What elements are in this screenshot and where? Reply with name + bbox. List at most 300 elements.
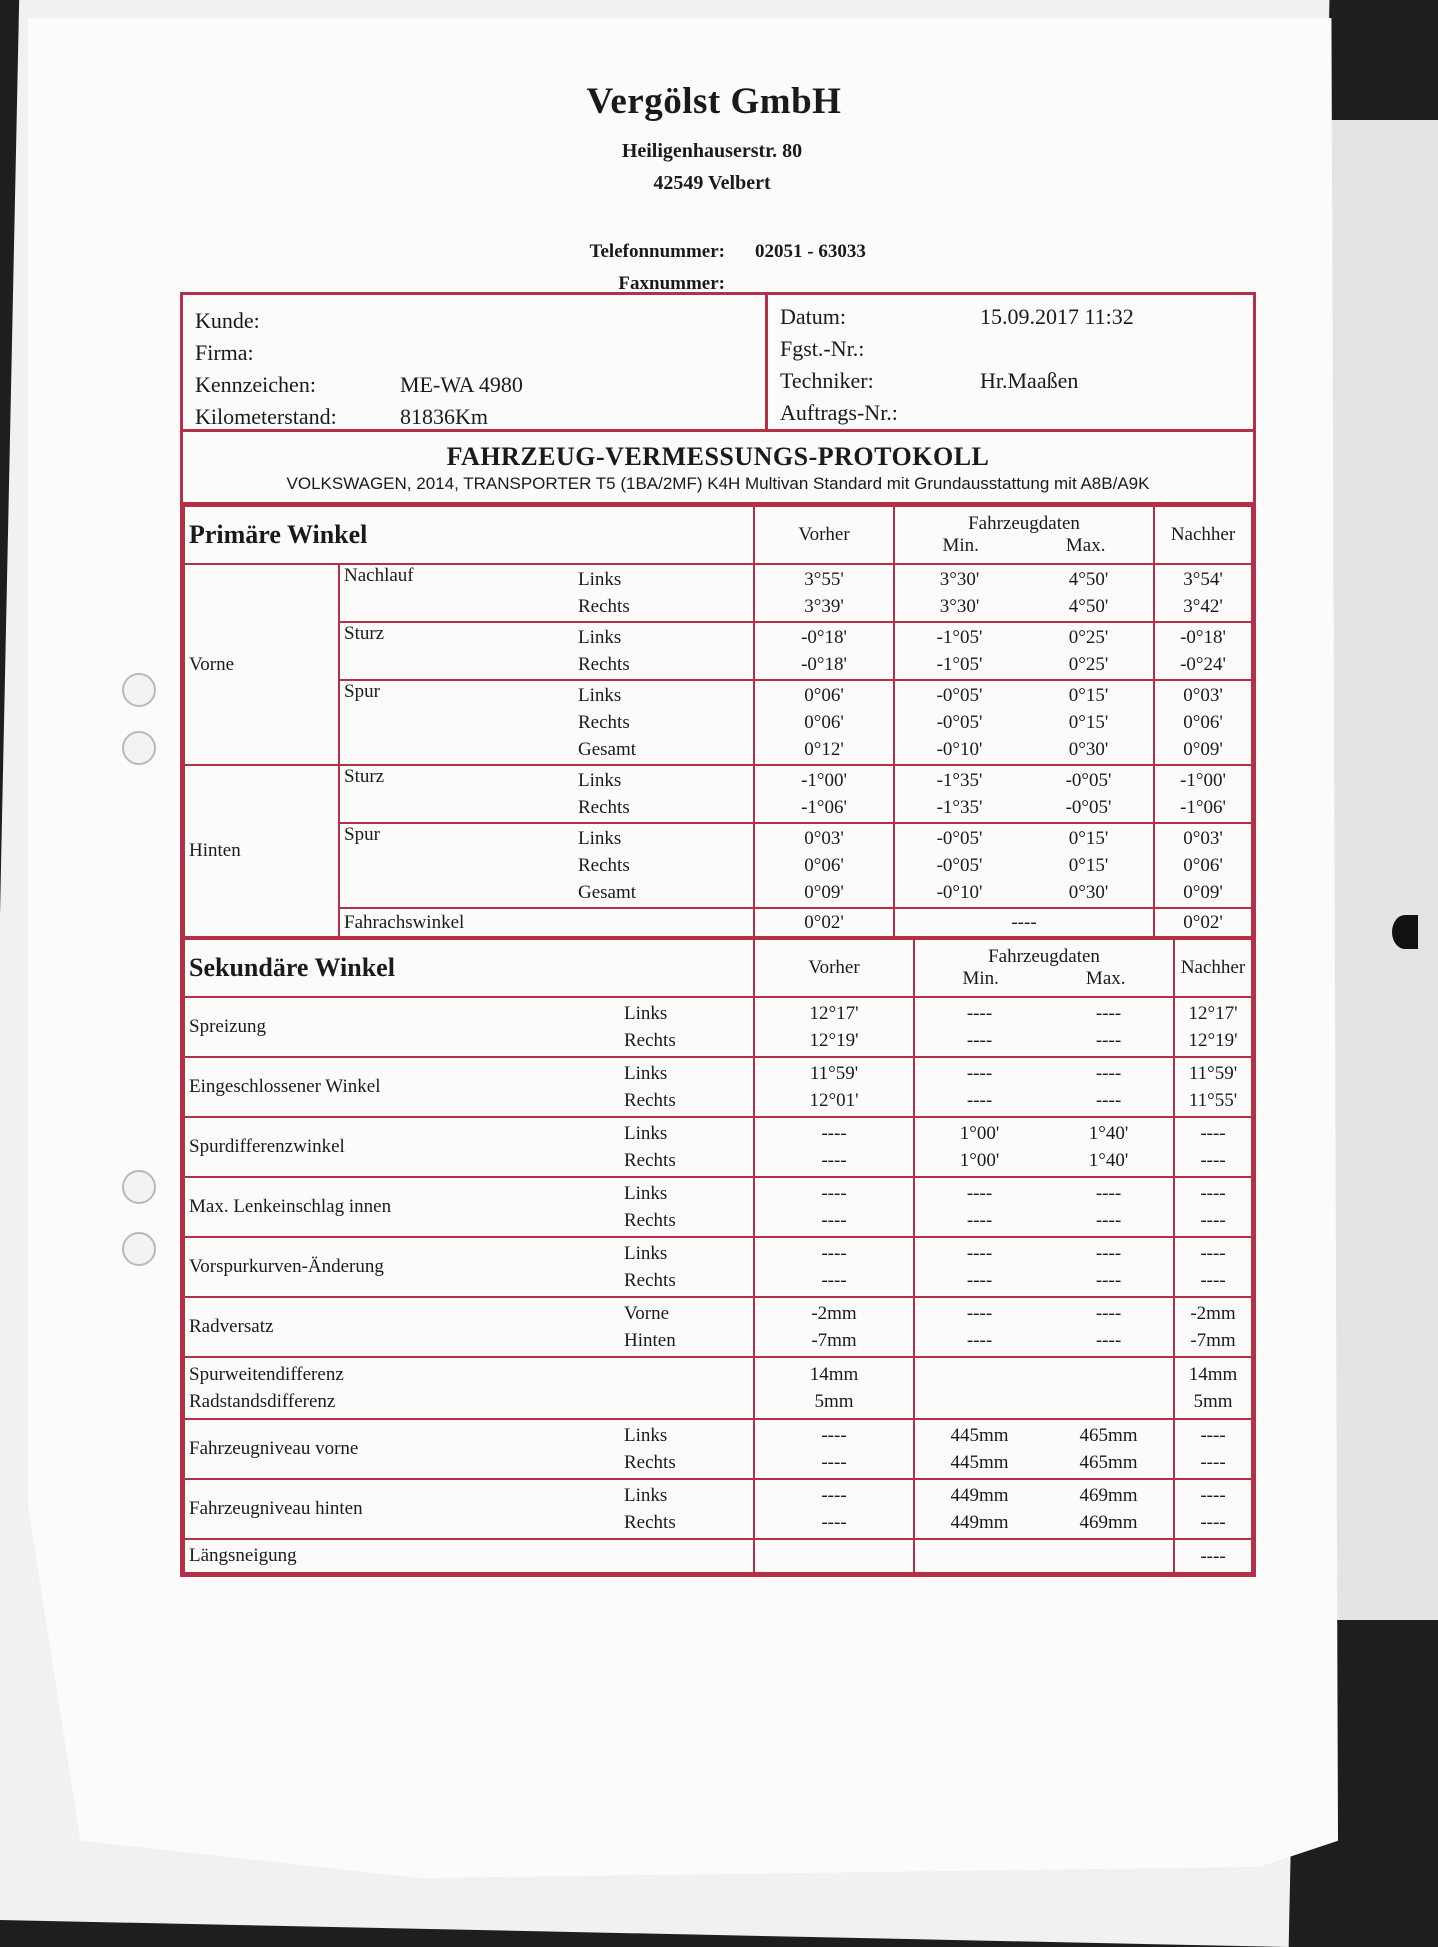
nachher-values (1154, 823, 1252, 908)
customer-info-left (183, 295, 768, 429)
max-value: -0°05' (1065, 797, 1112, 818)
fahrzeugdaten-label: Fahrzeugdaten (968, 513, 1080, 534)
nachher-value: ---- (1200, 1123, 1226, 1144)
side-label: Gesamt (578, 739, 637, 760)
max-value: 469mm (1079, 1512, 1138, 1533)
vorher-values (754, 1057, 914, 1117)
contact-block (535, 236, 866, 300)
min-value: -0°05' (936, 828, 983, 849)
nachher-value: 0°09' (1183, 882, 1223, 903)
min-value: ---- (966, 1210, 993, 1231)
side-labels (574, 823, 754, 908)
km-value: 81836Km (400, 404, 488, 429)
min-value: 3°30' (939, 569, 980, 590)
vorher-values (754, 1297, 914, 1357)
vorher-value: ---- (821, 1485, 847, 1506)
side-labels (574, 680, 754, 765)
hinten-label: Hinten (184, 765, 339, 937)
nachher-values (1174, 997, 1252, 1057)
vorher-values (754, 1177, 914, 1237)
diff-nachher (1174, 1357, 1252, 1419)
diff-range (914, 1357, 1174, 1419)
vorher-value: 12°17' (809, 1003, 859, 1024)
vorher-value: 11°59' (809, 1063, 859, 1084)
km-label: Kilometerstand: (195, 404, 337, 429)
nachher-value: ---- (1200, 1425, 1226, 1446)
vorher-value: -1°00' (801, 770, 847, 791)
vorher-values (754, 823, 894, 908)
max-value: ---- (1095, 1003, 1122, 1024)
vorher-value: -0°18' (801, 654, 847, 675)
min-value: ---- (966, 1303, 993, 1324)
nachher-value: ---- (1200, 1452, 1226, 1473)
datum-value: 15.09.2017 11:32 (980, 304, 1134, 329)
fgst-label: Fgst.-Nr.: (780, 336, 865, 361)
punch-hole (122, 1232, 156, 1266)
radstands-vorher: 5mm (814, 1391, 854, 1412)
min-values (914, 997, 1044, 1057)
nachher-value: 0°03' (1183, 828, 1223, 849)
techniker-label: Techniker: (780, 368, 874, 393)
side-label: Links (578, 627, 622, 648)
min-values (914, 1057, 1044, 1117)
max-value: 469mm (1079, 1485, 1138, 1506)
max-values (1044, 1297, 1174, 1357)
secondary-sides (574, 1057, 754, 1117)
max-values (1024, 680, 1154, 765)
laengs-nachher: ---- (1174, 1539, 1252, 1573)
secondary-sides (574, 1479, 754, 1539)
max-value: ---- (1095, 1243, 1122, 1264)
max-value: 1°40' (1088, 1150, 1129, 1171)
group-name: Spur (339, 680, 574, 765)
vorher-value: 0°03' (804, 828, 844, 849)
secondary-group-row (184, 1057, 1252, 1117)
side-label: Links (578, 770, 622, 791)
side-label: Rechts (624, 1270, 676, 1291)
vorher-value: 0°06' (804, 855, 844, 876)
secondary-sides (574, 1297, 754, 1357)
protocol-title-block (183, 432, 1253, 505)
max-value: 0°30' (1068, 739, 1109, 760)
nachher-values (1154, 622, 1252, 680)
side-label: Vorne (624, 1303, 670, 1324)
min-value: -0°05' (936, 685, 983, 706)
vorher-values (754, 1419, 914, 1479)
nachher-value: ---- (1200, 1183, 1226, 1204)
primary-group-row (184, 680, 1252, 765)
min-values (914, 1419, 1044, 1479)
vorher-header-2: Vorher (754, 939, 914, 997)
min-value: ---- (966, 1063, 993, 1084)
vorher-value: ---- (821, 1512, 847, 1533)
min-value: -0°05' (936, 855, 983, 876)
vorher-value: ---- (821, 1270, 847, 1291)
nachher-value: ---- (1200, 1210, 1226, 1231)
nachher-header: Nachher (1154, 506, 1252, 564)
side-labels (574, 564, 754, 622)
side-label: Links (578, 569, 622, 590)
measurement-form (180, 292, 1256, 1577)
punch-hole (122, 731, 156, 765)
nachher-value: 0°06' (1183, 855, 1223, 876)
secondary-name: Vorspurkurven-Änderung (184, 1237, 574, 1297)
max-value: ---- (1095, 1330, 1122, 1351)
vorher-values (754, 680, 894, 765)
side-labels (574, 622, 754, 680)
max-value: ---- (1095, 1063, 1122, 1084)
min-value: -0°10' (936, 882, 983, 903)
min-value: -1°35' (936, 770, 983, 791)
vorher-values (754, 1479, 914, 1539)
fahrachs-row (184, 908, 1252, 937)
max-value: 0°30' (1068, 882, 1109, 903)
secondary-sides (574, 1419, 754, 1479)
fahrzeugdaten-label-2: Fahrzeugdaten (988, 946, 1100, 967)
group-name: Sturz (339, 765, 574, 823)
secondary-sides (574, 1237, 754, 1297)
nachher-value: ---- (1200, 1485, 1226, 1506)
group-name: Spur (339, 823, 574, 908)
side-label: Rechts (578, 797, 630, 818)
nachher-value: -1°00' (1180, 770, 1226, 791)
nachher-value: ---- (1200, 1270, 1226, 1291)
min-value: 449mm (950, 1485, 1009, 1506)
customer-info (183, 295, 1253, 432)
nachher-values (1174, 1057, 1252, 1117)
min-value: ---- (966, 1330, 993, 1351)
max-values (1044, 1117, 1174, 1177)
max-value: 0°15' (1068, 685, 1109, 706)
secondary-title: Sekundäre Winkel (184, 939, 754, 997)
secondary-angles-table (183, 938, 1253, 1574)
max-values (1024, 765, 1154, 823)
vorher-value: -7mm (811, 1330, 857, 1351)
folder-notch (1392, 915, 1418, 949)
phone-value: 02051 - 63033 (755, 241, 866, 262)
vorher-value: 3°55' (804, 569, 844, 590)
nachher-values (1174, 1479, 1252, 1539)
primary-header-row (184, 506, 1252, 564)
vorher-value: 12°19' (809, 1030, 859, 1051)
nachher-header-2: Nachher (1174, 939, 1252, 997)
max-values (1024, 564, 1154, 622)
nachher-value: 3°54' (1183, 569, 1223, 590)
vorher-value: 3°39' (804, 596, 844, 617)
kunde-label: Kunde: (195, 308, 260, 333)
max-value: 0°15' (1068, 828, 1109, 849)
min-value: ---- (966, 1030, 993, 1051)
company-city: 42549 Velbert (653, 172, 771, 194)
laengs-vorher (754, 1539, 914, 1573)
max-value: 0°25' (1068, 627, 1109, 648)
max-value: ---- (1095, 1183, 1122, 1204)
nachher-values (1154, 765, 1252, 823)
secondary-name: Spreizung (184, 997, 574, 1057)
nachher-values (1174, 1237, 1252, 1297)
side-label: Rechts (624, 1030, 676, 1051)
side-label: Rechts (578, 712, 630, 733)
secondary-group-row (184, 1297, 1252, 1357)
primary-group-row (184, 765, 1252, 823)
laengs-range (914, 1539, 1174, 1573)
secondary-group-row (184, 1117, 1252, 1177)
min-values (914, 1117, 1044, 1177)
max-value: 4°50' (1068, 596, 1109, 617)
nachher-value: 0°06' (1183, 712, 1223, 733)
side-label: Hinten (624, 1330, 676, 1351)
fahrachs-nachher: 0°02' (1154, 908, 1252, 937)
max-label-2: Max. (1085, 968, 1126, 989)
fax-label: Faxnummer: (618, 273, 725, 294)
secondary-group-row (184, 997, 1252, 1057)
secondary-name: Fahrzeugniveau vorne (184, 1419, 574, 1479)
vorher-value: 0°06' (804, 712, 844, 733)
nachher-value: 0°03' (1183, 685, 1223, 706)
nachher-value: ---- (1200, 1243, 1226, 1264)
max-values (1044, 1479, 1174, 1539)
spurweiten-vorher: 14mm (809, 1364, 859, 1385)
max-value: ---- (1095, 1090, 1122, 1111)
company-street: Heiligenhauserstr. 80 (621, 140, 803, 162)
vorher-value: -1°06' (801, 797, 847, 818)
max-value: 4°50' (1068, 569, 1109, 590)
side-label: Rechts (624, 1090, 676, 1111)
kennzeichen-value: ME-WA 4980 (400, 372, 523, 397)
company-header (0, 80, 1438, 199)
min-value: ---- (966, 1243, 993, 1264)
max-values (1044, 1419, 1174, 1479)
min-values (914, 1479, 1044, 1539)
secondary-group-row (184, 1237, 1252, 1297)
side-labels (574, 765, 754, 823)
punch-hole (122, 1170, 156, 1204)
vorne-label: Vorne (184, 564, 339, 765)
vorher-values (754, 1237, 914, 1297)
vorher-value: 0°06' (804, 685, 844, 706)
max-value: 465mm (1079, 1425, 1138, 1446)
side-label: Links (578, 685, 622, 706)
max-value: ---- (1095, 1303, 1122, 1324)
radstands-nachher: 5mm (1193, 1391, 1233, 1412)
side-label: Rechts (624, 1452, 676, 1473)
secondary-name: Eingeschlossener Winkel (184, 1057, 574, 1117)
phone-label: Telefonnummer: (589, 241, 725, 262)
max-value: 1°40' (1088, 1123, 1129, 1144)
side-label: Gesamt (578, 882, 637, 903)
vorher-values (754, 997, 914, 1057)
min-value: ---- (966, 1183, 993, 1204)
secondary-group-row (184, 1419, 1252, 1479)
side-label: Links (578, 828, 622, 849)
nachher-value: -7mm (1190, 1330, 1236, 1351)
vorher-value: 12°01' (809, 1090, 859, 1111)
datum-label: Datum: (780, 304, 846, 329)
firma-label: Firma: (195, 340, 254, 365)
min-value: -0°10' (936, 739, 983, 760)
min-values (894, 564, 1024, 622)
secondary-name: Radversatz (184, 1297, 574, 1357)
laengs-row (184, 1539, 1252, 1573)
min-value: 1°00' (959, 1150, 1000, 1171)
nachher-value: -0°18' (1180, 627, 1226, 648)
nachher-value: 11°59' (1188, 1063, 1238, 1084)
nachher-value: -2mm (1190, 1303, 1236, 1324)
fahrzeugdaten-header (894, 506, 1154, 564)
techniker-value: Hr.Maaßen (980, 368, 1079, 393)
secondary-name: Max. Lenkeinschlag innen (184, 1177, 574, 1237)
nachher-values (1154, 680, 1252, 765)
nachher-values (1174, 1117, 1252, 1177)
max-values (1044, 1237, 1174, 1297)
group-name: Sturz (339, 622, 574, 680)
side-label: Links (624, 1123, 668, 1144)
max-values (1024, 622, 1154, 680)
kennzeichen-label: Kennzeichen: (195, 372, 316, 397)
spurweiten-nachher: 14mm (1188, 1364, 1238, 1385)
vorher-value: ---- (821, 1183, 847, 1204)
nachher-values (1174, 1419, 1252, 1479)
max-value: ---- (1095, 1030, 1122, 1051)
side-label: Links (624, 1425, 668, 1446)
nachher-value: ---- (1200, 1512, 1226, 1533)
nachher-values (1154, 564, 1252, 622)
punch-hole (122, 673, 156, 707)
min-value: ---- (966, 1003, 993, 1024)
secondary-name: Fahrzeugniveau hinten (184, 1479, 574, 1539)
max-values (1044, 1177, 1174, 1237)
vorher-value: 0°09' (804, 882, 844, 903)
min-value: 3°30' (939, 596, 980, 617)
radstands-label: Radstandsdifferenz (189, 1391, 336, 1412)
vorher-value: -2mm (811, 1303, 857, 1324)
secondary-header-row (184, 939, 1252, 997)
min-value: ---- (966, 1090, 993, 1111)
min-value: 445mm (950, 1452, 1009, 1473)
nachher-value: -0°24' (1180, 654, 1226, 675)
min-values (894, 765, 1024, 823)
auftrag-label: Auftrags-Nr.: (780, 400, 898, 425)
min-label: Min. (942, 535, 979, 556)
vorher-value: -0°18' (801, 627, 847, 648)
max-value: ---- (1095, 1210, 1122, 1231)
group-name: Nachlauf (339, 564, 574, 622)
min-value: 449mm (950, 1512, 1009, 1533)
max-value: -0°05' (1065, 770, 1112, 791)
vorher-header: Vorher (754, 506, 894, 564)
min-values (914, 1297, 1044, 1357)
max-label: Max. (1065, 535, 1106, 556)
spurweiten-label: Spurweitendifferenz (189, 1364, 344, 1385)
max-values (1024, 823, 1154, 908)
customer-info-right (768, 295, 1253, 429)
vorher-values (754, 564, 894, 622)
min-value: -1°05' (936, 627, 983, 648)
vorher-values (754, 765, 894, 823)
min-values (894, 823, 1024, 908)
vorher-values (754, 1117, 914, 1177)
side-label: Links (624, 1183, 668, 1204)
side-label: Links (624, 1485, 668, 1506)
secondary-sides (574, 997, 754, 1057)
secondary-name: Spurdifferenzwinkel (184, 1117, 574, 1177)
vorher-value: ---- (821, 1123, 847, 1144)
max-value: 0°15' (1068, 855, 1109, 876)
max-value: 0°15' (1068, 712, 1109, 733)
fahrachs-label: Fahrachswinkel (339, 908, 754, 937)
nachher-values (1174, 1177, 1252, 1237)
diff-row (184, 1357, 1252, 1419)
vorher-value: ---- (821, 1452, 847, 1473)
side-label: Rechts (624, 1150, 676, 1171)
min-value: ---- (966, 1270, 993, 1291)
primary-group-row (184, 564, 1252, 622)
max-values (1044, 1057, 1174, 1117)
min-values (894, 622, 1024, 680)
max-values (1044, 997, 1174, 1057)
side-label: Links (624, 1003, 668, 1024)
laengs-label: Längsneigung (184, 1539, 754, 1573)
vorher-value: ---- (821, 1243, 847, 1264)
secondary-sides (574, 1177, 754, 1237)
secondary-group-row (184, 1479, 1252, 1539)
company-name: Vergölst GmbH (586, 81, 842, 122)
side-label: Rechts (578, 654, 630, 675)
side-label: Links (624, 1243, 668, 1264)
protocol-title: FAHRZEUG-VERMESSUNGS-PROTOKOLL (446, 442, 990, 471)
side-label: Rechts (578, 596, 630, 617)
side-label: Links (624, 1063, 668, 1084)
nachher-values (1174, 1297, 1252, 1357)
fahrzeugdaten-header-2 (914, 939, 1174, 997)
max-value: 0°25' (1068, 654, 1109, 675)
secondary-sides (574, 1117, 754, 1177)
min-value: -1°05' (936, 654, 983, 675)
vorher-values (754, 622, 894, 680)
nachher-value: 0°09' (1183, 739, 1223, 760)
nachher-value: 12°17' (1188, 1003, 1238, 1024)
nachher-value: 12°19' (1188, 1030, 1238, 1051)
min-values (914, 1177, 1044, 1237)
vorher-value: ---- (821, 1210, 847, 1231)
nachher-value: 3°42' (1183, 596, 1223, 617)
secondary-group-row (184, 1177, 1252, 1237)
primary-title: Primäre Winkel (184, 506, 754, 564)
min-value: -0°05' (936, 712, 983, 733)
max-value: 465mm (1079, 1452, 1138, 1473)
side-label: Rechts (578, 855, 630, 876)
vorher-value: ---- (821, 1150, 847, 1171)
nachher-value: 11°55' (1188, 1090, 1238, 1111)
company-address (0, 135, 1438, 199)
primary-angles-table (183, 505, 1253, 938)
min-value: -1°35' (936, 797, 983, 818)
vorher-value: 0°12' (804, 739, 844, 760)
primary-group-row (184, 622, 1252, 680)
nachher-value: ---- (1200, 1150, 1226, 1171)
min-label-2: Min. (962, 968, 999, 989)
primary-group-row (184, 823, 1252, 908)
min-values (894, 680, 1024, 765)
side-label: Rechts (624, 1210, 676, 1231)
max-value: ---- (1095, 1270, 1122, 1291)
nachher-value: -1°06' (1180, 797, 1226, 818)
fahrachs-range: ---- (894, 908, 1154, 937)
min-values (914, 1237, 1044, 1297)
diff-labels (184, 1357, 754, 1419)
side-label: Rechts (624, 1512, 676, 1533)
vorher-value: ---- (821, 1425, 847, 1446)
